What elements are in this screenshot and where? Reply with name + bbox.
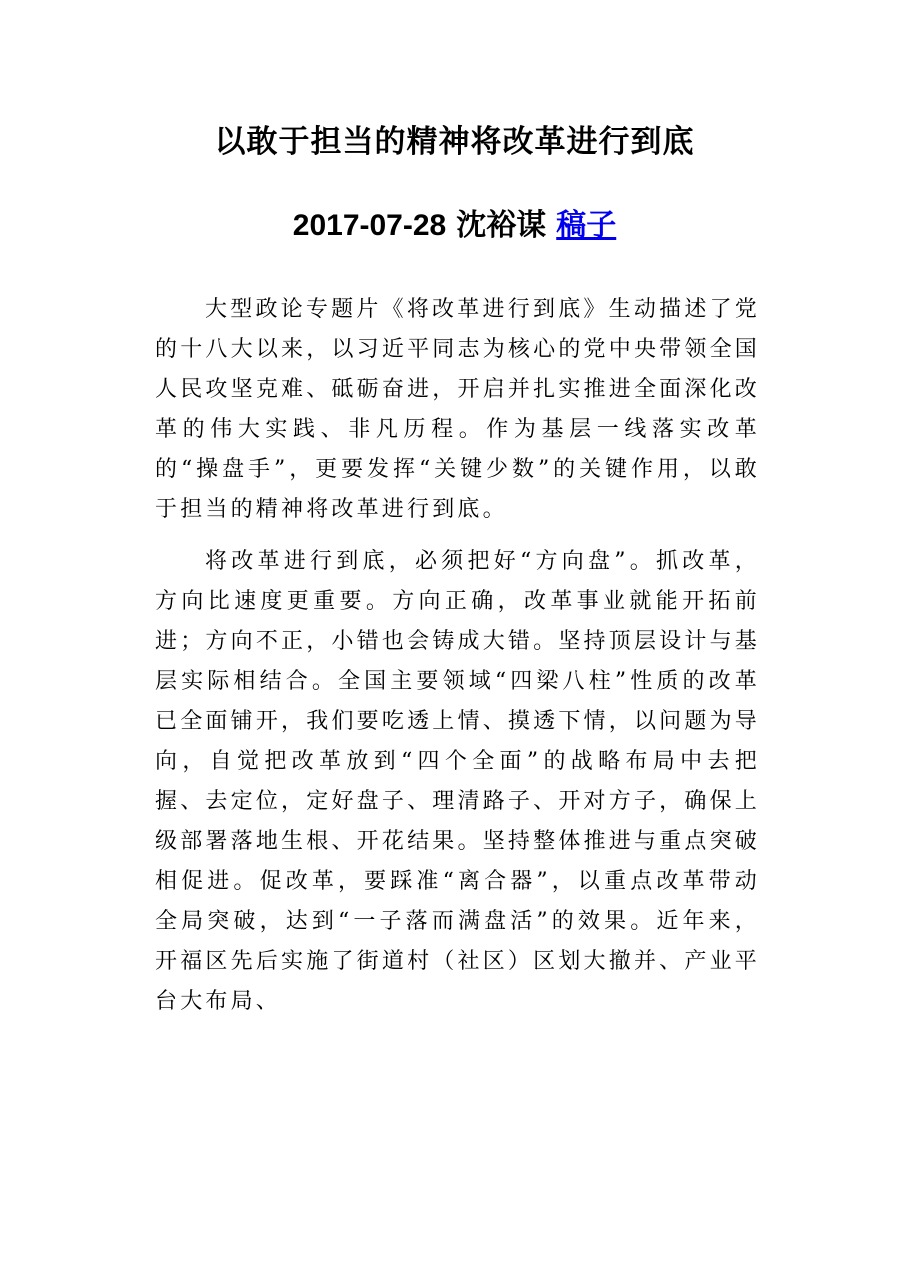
source-link[interactable]: 稿子	[556, 208, 617, 243]
article-author: 沈裕谋	[456, 208, 547, 243]
article-title: 以敢于担当的精神将改革进行到底	[214, 124, 695, 160]
paragraph-1: 大型政论专题片《将改革进行到底》生动描述了党的十八大以来，以习近平同志为核心的党中央带领全国人民攻坚克难、砥砺奋进，开启并扎实推进全面深化改革的伟大实践、非凡历程。作为基层一线落实改革的“操盘手”，更要发挥“关键少数”的关键作用，以敢于担当的精神将改革进行到底。	[155, 297, 760, 522]
paragraph-2: 将改革进行到底，必须把好“方向盘”。抓改革，方向比速度更重要。方向正确，改革事业就能开拓前进；方向不正，小错也会铸成大错。坚持顶层设计与基层实际相结合。全国主要领域“四梁八柱”性质的改革已全面铺开，我们要吃透上情、摸透下情，以问题为导向，自觉把改革放到“四个全面”的战略布局中去把握、去定位，定好盘子、理清路子、开对方子，确保上级部署落地生根、开花结果。坚持整体推进与重点突破相促进。促改革，要踩准“离合器”，以重点改革带动全局突破，达到“一子落而满盘活”的效果。近年来，开福区先后实施了街道村（社区）区划大撤并、产业平台大布局、	[155, 549, 760, 1014]
article-date: 2017-07-28	[292, 209, 447, 242]
article-meta	[0, 202, 909, 250]
article-body	[155, 290, 760, 1034]
